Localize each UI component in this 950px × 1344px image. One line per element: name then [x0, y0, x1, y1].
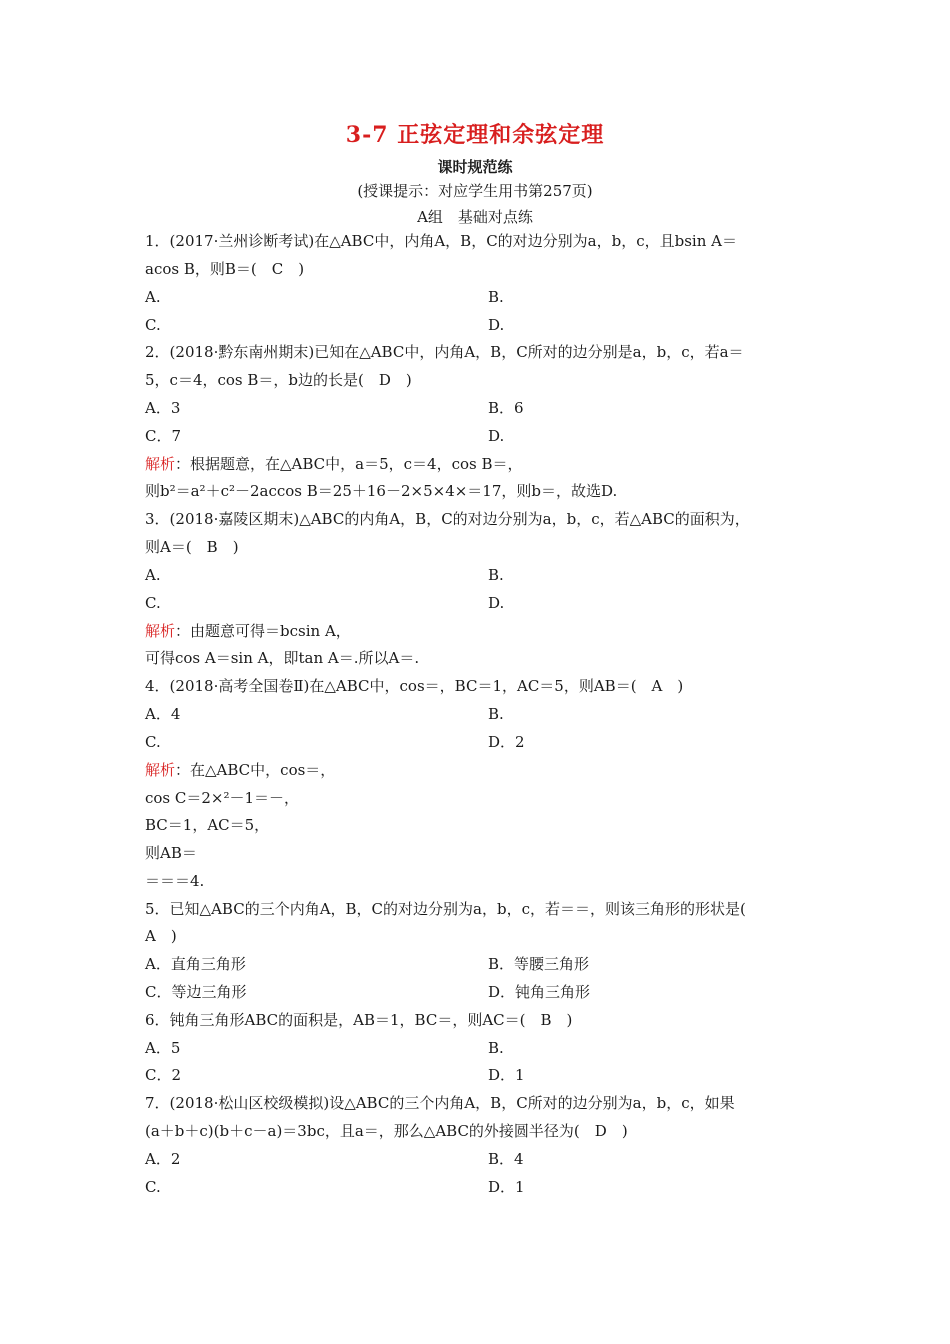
analysis-text: ：在△ABC中，cos＝，	[175, 761, 336, 779]
option-b: B．6	[488, 399, 524, 417]
option-c: C.	[145, 1178, 161, 1196]
option-a: A．5	[145, 1039, 181, 1057]
analysis-line	[145, 620, 351, 642]
analysis-text: ：根据题意，在△ABC中，a＝5，c＝4，cos B＝，	[175, 455, 523, 473]
textbook-hint: (授课提示：对应学生用书第257页)	[357, 182, 593, 200]
option-c: C.	[145, 594, 161, 612]
option-d: D．2	[488, 733, 525, 751]
option-a: A.	[145, 566, 161, 584]
option-b: B．等腰三角形	[488, 955, 590, 973]
option-d: D.	[488, 594, 505, 612]
question-3-line-2: 则A＝( B )	[145, 538, 239, 556]
question-5-line-2: A )	[145, 927, 177, 945]
option-b: B.	[488, 566, 504, 584]
option-d: D.	[488, 427, 505, 445]
option-d: D．1	[488, 1178, 525, 1196]
option-b: B.	[488, 705, 504, 723]
question-1-line-1: 1．(2017·兰州诊断考试)在△ABC中，内角A，B，C的对边分别为a，b，c，且bsin A＝	[145, 232, 737, 250]
analysis-line: 则AB＝	[145, 844, 197, 862]
option-c: C.	[145, 733, 161, 751]
option-c: C．等边三角形	[145, 983, 247, 1001]
option-b: B.	[488, 288, 504, 306]
option-a: A．3	[145, 399, 181, 417]
option-c: C.	[145, 316, 161, 334]
question-3-line-1: 3．(2018·嘉陵区期末)△ABC的内角A，B，C的对边分别为a，b，c，若△ABC的面积为，	[145, 510, 750, 528]
analysis-text: ：由题意可得＝bcsin A，	[175, 622, 351, 640]
analysis-line: 则b²＝a²＋c²－2accos B＝25＋16－2×5×4×＝17，则b＝，故选D.	[145, 482, 618, 500]
option-b: B.	[488, 1039, 504, 1057]
analysis-label: 解析	[145, 761, 176, 779]
question-6-line-1: 6．钝角三角形ABC的面积是，AB＝1，BC＝，则AC＝( B )	[145, 1011, 573, 1029]
option-d: D．钝角三角形	[488, 983, 591, 1001]
option-d: D.	[488, 316, 505, 334]
option-a: A．直角三角形	[145, 955, 246, 973]
analysis-label: 解析	[145, 622, 176, 640]
question-2-line-2: 5，c＝4，cos B＝，b边的长是( D )	[145, 371, 412, 389]
analysis-line	[145, 453, 523, 475]
page-title: 3-7 正弦定理和余弦定理	[345, 122, 605, 148]
section-subtitle: 课时规范练	[437, 158, 513, 176]
question-5-line-1: 5．已知△ABC的三个内角A，B，C的对边分别为a，b，c，若＝＝，则该三角形的形状是(	[145, 900, 746, 918]
group-heading: A组 基础对点练	[417, 208, 533, 226]
option-a: A．2	[145, 1150, 181, 1168]
option-a: A．4	[145, 705, 181, 723]
analysis-line	[145, 759, 335, 781]
question-2-line-1: 2．(2018·黔东南州期末)已知在△ABC中，内角A，B，C所对的边分别是a，b，c，若a＝	[145, 343, 744, 361]
option-d: D．1	[488, 1066, 525, 1084]
question-7-line-2: (a＋b＋c)(b＋c－a)＝3bc，且a＝，那么△ABC的外接圆半径为( D )	[145, 1122, 628, 1140]
option-c: C．2	[145, 1066, 182, 1084]
option-b: B．4	[488, 1150, 524, 1168]
analysis-line: cos C＝2×²－1＝－，	[145, 789, 300, 807]
analysis-line: BC＝1，AC＝5，	[145, 816, 270, 834]
option-c: C．7	[145, 427, 182, 445]
question-1-line-2: acos B，则B＝( C )	[145, 260, 305, 278]
option-a: A.	[145, 288, 161, 306]
analysis-line: 可得cos A＝sin A，即tan A＝.所以A＝.	[145, 649, 420, 667]
analysis-label: 解析	[145, 455, 176, 473]
analysis-line: ＝＝＝4.	[145, 872, 205, 890]
question-7-line-1: 7．(2018·松山区校级模拟)设△ABC的三个内角A，B，C所对的边分别为a，b，c，如果	[145, 1094, 735, 1112]
question-4-line-1: 4．(2018·高考全国卷Ⅱ)在△ABC中，cos＝，BC＝1，AC＝5，则AB＝( A )	[145, 677, 684, 695]
